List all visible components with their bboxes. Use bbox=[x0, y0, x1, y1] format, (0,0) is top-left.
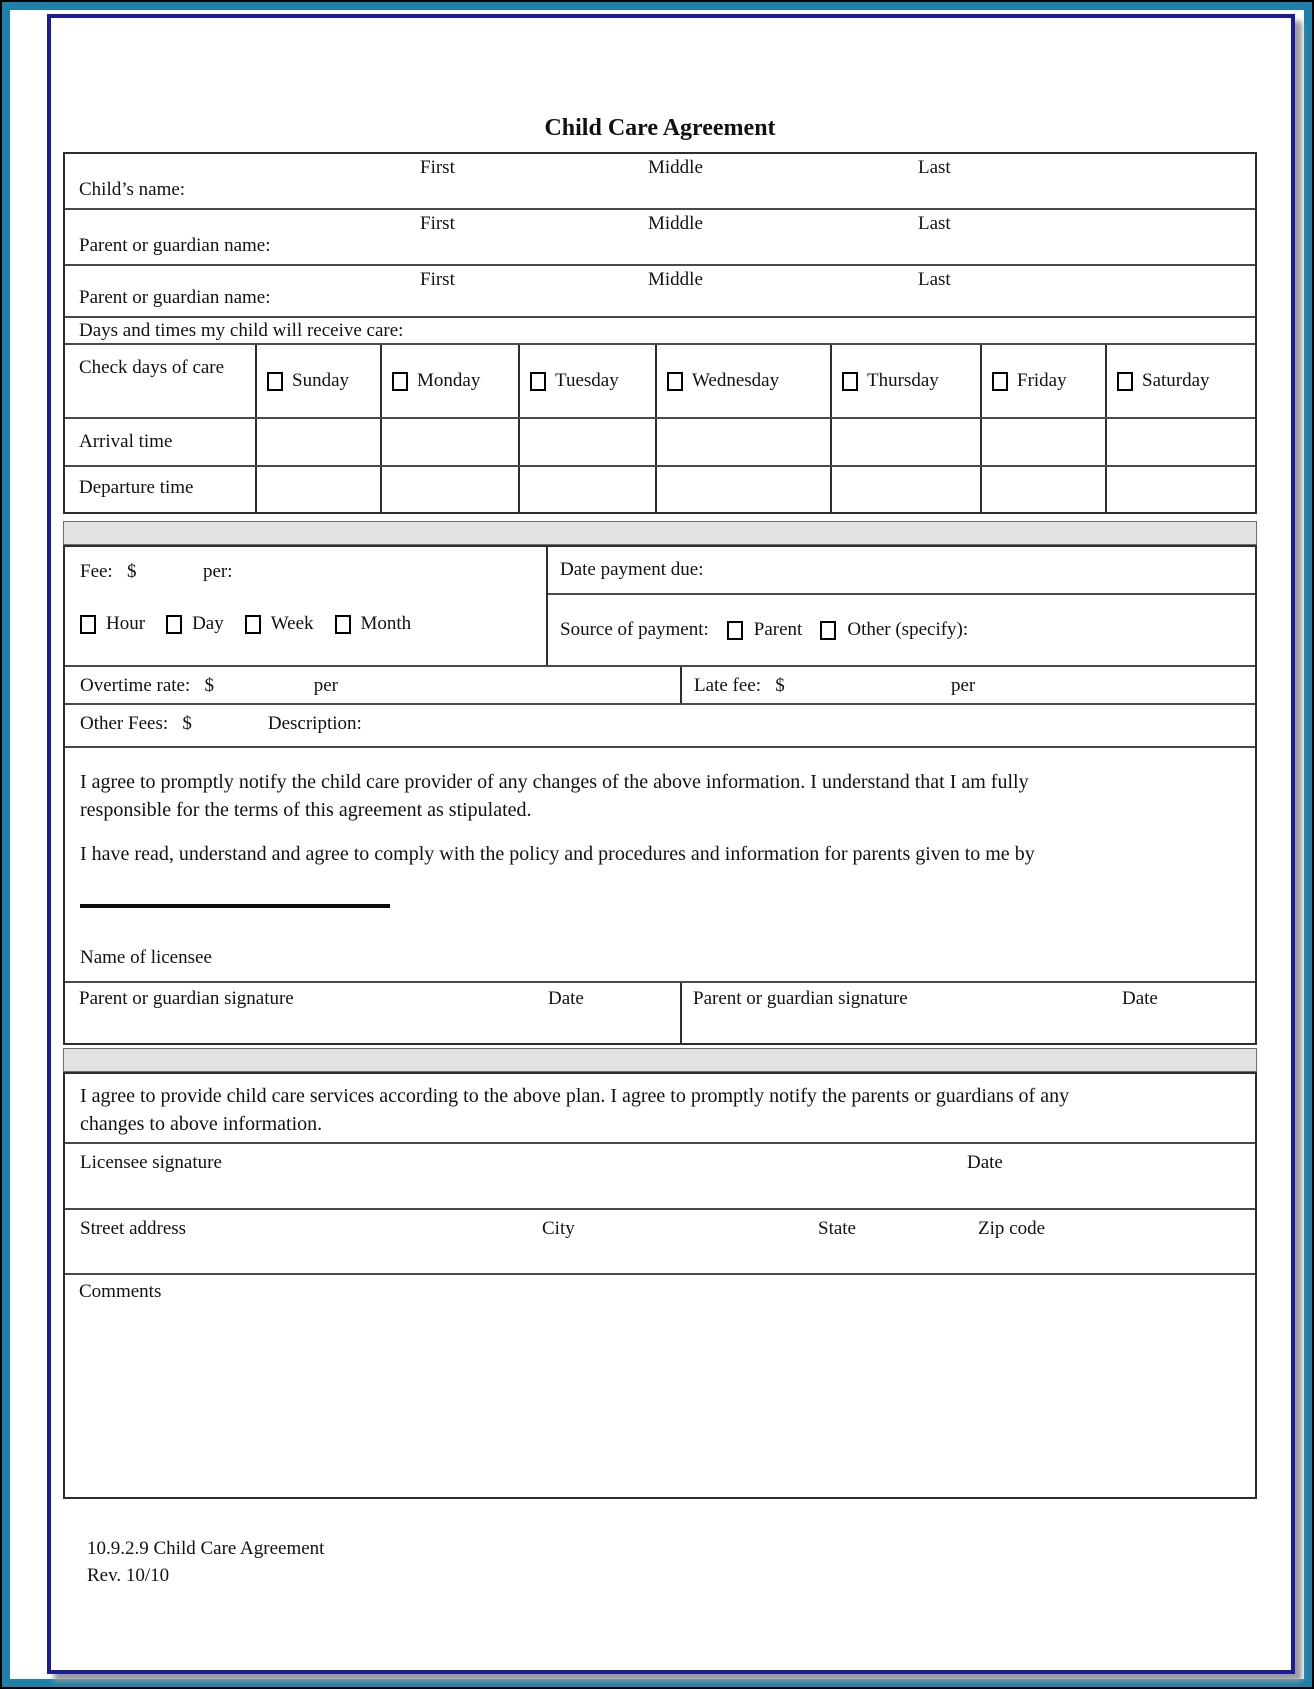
day-cell-thursday bbox=[830, 345, 980, 417]
checkbox-hour[interactable] bbox=[80, 615, 96, 634]
schedule-caption: Days and times my child will receive care: bbox=[65, 318, 1255, 345]
date-label-1: Date bbox=[548, 988, 584, 1009]
day-label-thursday: Thursday bbox=[867, 370, 939, 391]
day-cell-friday bbox=[980, 345, 1105, 417]
arrival-cell-saturday[interactable] bbox=[1105, 419, 1255, 465]
agreement-para2: I have read, understand and agree to comply with the policy and procedures and information for parents given to me by bbox=[80, 843, 1035, 865]
parent-name-label-2: Parent or guardian name: bbox=[79, 287, 271, 308]
names-table bbox=[63, 152, 1257, 514]
child-name-row[interactable] bbox=[65, 154, 1255, 210]
day-label-saturday: Saturday bbox=[1142, 370, 1210, 391]
checkbox-saturday[interactable] bbox=[1117, 372, 1133, 391]
document-page bbox=[53, 20, 1289, 1668]
day-label-friday: Friday bbox=[1017, 370, 1067, 391]
agreement-para1-line1: I agree to promptly notify the child care provider of any changes of the above information. I understand that I am fully bbox=[80, 771, 1029, 793]
parent-agreement-text bbox=[65, 748, 1055, 981]
comments-label: Comments bbox=[79, 1281, 162, 1302]
checkbox-sunday[interactable] bbox=[267, 372, 283, 391]
late-fee-cell[interactable]: Late fee: $ per bbox=[694, 675, 976, 696]
option-other-label: Other (specify): bbox=[847, 619, 969, 640]
departure-cell-sunday[interactable] bbox=[255, 467, 380, 512]
departure-cell-wednesday[interactable] bbox=[655, 467, 830, 512]
licensee-name-line[interactable] bbox=[80, 904, 390, 908]
licensee-signature-row[interactable] bbox=[65, 1144, 1255, 1210]
fees-table bbox=[63, 545, 1257, 1045]
checkbox-thursday[interactable] bbox=[842, 372, 858, 391]
day-label-tuesday: Tuesday bbox=[555, 370, 619, 391]
option-month-label: Month bbox=[360, 613, 412, 634]
day-header-row bbox=[65, 345, 1255, 419]
departure-cell-saturday[interactable] bbox=[1105, 467, 1255, 512]
header-middle: Middle bbox=[648, 213, 703, 234]
outer-teal-border bbox=[2, 2, 1312, 1687]
footer-revision: Rev. 10/10 bbox=[87, 1565, 170, 1586]
document-footer bbox=[87, 1535, 1289, 1589]
header-middle: Middle bbox=[648, 269, 703, 290]
arrival-time-row bbox=[65, 419, 1255, 467]
parent-agreement-row bbox=[65, 748, 1255, 983]
comments-area[interactable] bbox=[65, 1275, 1255, 1497]
day-cell-sunday bbox=[255, 345, 380, 417]
option-hour-label: Hour bbox=[106, 613, 146, 634]
parent-signature-cell-1[interactable] bbox=[65, 983, 682, 1043]
parent-signature-label-2: Parent or guardian signature bbox=[693, 988, 908, 1009]
payment-right-cell bbox=[548, 547, 1255, 665]
overtime-rate-cell[interactable]: Overtime rate: $ per bbox=[65, 667, 682, 703]
provider-table bbox=[63, 1072, 1257, 1499]
other-fees-row[interactable]: Other Fees: $ Description: bbox=[65, 705, 1255, 748]
child-name-label: Child’s name: bbox=[79, 179, 186, 200]
address-row[interactable] bbox=[65, 1210, 1255, 1275]
fee-cell bbox=[65, 547, 548, 665]
checkbox-other[interactable] bbox=[820, 621, 836, 640]
parent-name-row-1[interactable] bbox=[65, 210, 1255, 266]
arrival-time-label: Arrival time bbox=[79, 431, 173, 452]
departure-cell-monday[interactable] bbox=[380, 467, 518, 512]
name-of-licensee-label: Name of licensee bbox=[80, 947, 212, 968]
parent-name-row-2[interactable] bbox=[65, 266, 1255, 318]
date-payment-due-cell[interactable] bbox=[548, 547, 1255, 595]
checkbox-month[interactable] bbox=[335, 615, 351, 634]
separator-band-2 bbox=[63, 1048, 1257, 1072]
day-cell-monday bbox=[380, 345, 518, 417]
day-label-sunday: Sunday bbox=[292, 370, 349, 391]
page-title: Child Care Agreement bbox=[544, 115, 776, 141]
agreement-para1-line2: responsible for the terms of this agreement as stipulated. bbox=[80, 799, 532, 821]
arrival-cell-sunday[interactable] bbox=[255, 419, 380, 465]
arrival-cell-tuesday[interactable] bbox=[518, 419, 655, 465]
header-middle: Middle bbox=[648, 157, 703, 178]
day-cell-wednesday bbox=[655, 345, 830, 417]
arrival-cell-thursday[interactable] bbox=[830, 419, 980, 465]
arrival-cell-friday[interactable] bbox=[980, 419, 1105, 465]
checkbox-monday[interactable] bbox=[392, 372, 408, 391]
header-last: Last bbox=[918, 213, 951, 234]
check-days-label: Check days of care bbox=[79, 357, 225, 378]
option-day-label: Day bbox=[192, 613, 224, 634]
fee-label: Fee: $ per: bbox=[80, 561, 233, 582]
licensee-signature-label: Licensee signature bbox=[80, 1152, 222, 1173]
header-first: First bbox=[420, 157, 455, 178]
header-last: Last bbox=[918, 157, 951, 178]
street-address-label: Street address bbox=[80, 1218, 187, 1239]
separator-band-1 bbox=[63, 521, 1257, 545]
state-label: State bbox=[818, 1218, 856, 1239]
departure-cell-friday[interactable] bbox=[980, 467, 1105, 512]
fee-row bbox=[65, 547, 1255, 667]
parent-name-label-1: Parent or guardian name: bbox=[79, 235, 271, 256]
day-label-monday: Monday bbox=[417, 370, 481, 391]
parent-signatures-row bbox=[65, 983, 1255, 1043]
checkbox-day[interactable] bbox=[166, 615, 182, 634]
day-cell-saturday bbox=[1105, 345, 1255, 417]
header-first: First bbox=[420, 269, 455, 290]
provider-agreement-text bbox=[65, 1074, 1255, 1144]
city-label: City bbox=[542, 1218, 575, 1239]
parent-signature-cell-2[interactable] bbox=[682, 983, 1255, 1043]
header-last: Last bbox=[918, 269, 951, 290]
arrival-cell-monday[interactable] bbox=[380, 419, 518, 465]
source-of-payment-label: Source of payment: bbox=[560, 619, 709, 640]
option-parent-label: Parent bbox=[753, 619, 803, 640]
departure-cell-thursday[interactable] bbox=[830, 467, 980, 512]
checkbox-parent[interactable] bbox=[727, 621, 743, 640]
parent-signature-label-1: Parent or guardian signature bbox=[79, 988, 294, 1009]
licensee-date-label: Date bbox=[967, 1152, 1003, 1173]
provider-line2: changes to above information. bbox=[80, 1113, 323, 1135]
checkbox-tuesday[interactable] bbox=[530, 372, 546, 391]
departure-cell-tuesday[interactable] bbox=[518, 467, 655, 512]
checkbox-week[interactable] bbox=[245, 615, 261, 634]
arrival-cell-wednesday[interactable] bbox=[655, 419, 830, 465]
source-of-payment-cell bbox=[548, 595, 1255, 665]
inner-navy-border bbox=[47, 14, 1295, 1674]
departure-time-label: Departure time bbox=[79, 477, 194, 498]
day-cell-tuesday bbox=[518, 345, 655, 417]
footer-reference: 10.9.2.9 Child Care Agreement bbox=[87, 1538, 325, 1559]
departure-time-row bbox=[65, 467, 1255, 512]
fee-period-options bbox=[80, 613, 546, 635]
overtime-row bbox=[65, 667, 1255, 705]
day-label-wednesday: Wednesday bbox=[692, 370, 780, 391]
option-week-label: Week bbox=[270, 613, 314, 634]
checkbox-friday[interactable] bbox=[992, 372, 1008, 391]
zip-code-label: Zip code bbox=[978, 1218, 1046, 1239]
header-first: First bbox=[420, 213, 455, 234]
date-payment-due-label: Date payment due: bbox=[560, 559, 704, 580]
date-label-2: Date bbox=[1122, 988, 1158, 1009]
checkbox-wednesday[interactable] bbox=[667, 372, 683, 391]
provider-line1: I agree to provide child care services according to the above plan. I agree to promptly notify the parents or guardians of any bbox=[80, 1085, 1070, 1107]
